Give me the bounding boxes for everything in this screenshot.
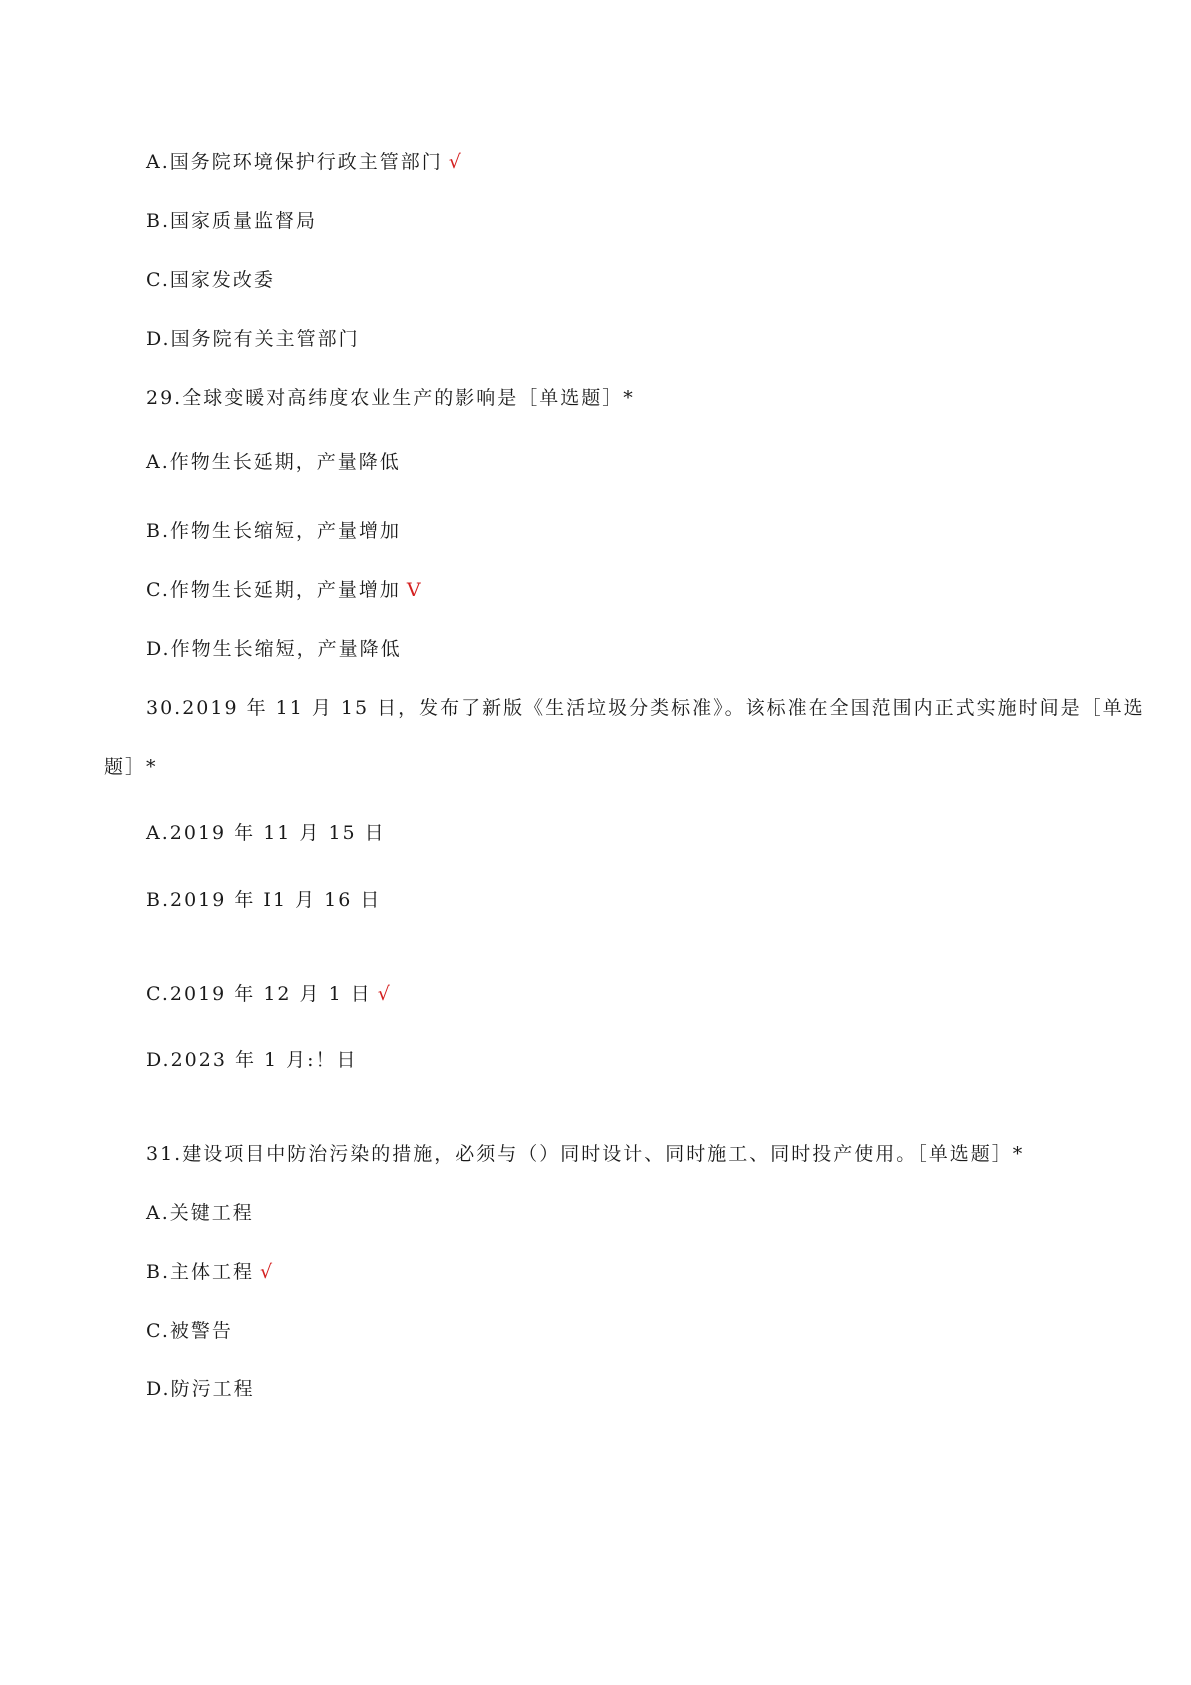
option-text: D.作物生长缩短，产量降低 [146,638,402,660]
option-text: B.作物生长缩短，产量增加 [146,520,402,542]
q29-option-d[interactable] [146,637,402,661]
q28-option-c[interactable] [146,268,275,292]
option-text: B.国家质量监督局 [146,210,318,232]
q30-question-line1: 30.2019 年 11 月 15 日，发布了新版《生活垃圾分类标准》。该标准在全国范围内正式实施时间是［单选 [146,697,1145,719]
q28-option-d[interactable] [146,327,360,351]
q31-option-b[interactable] [146,1260,274,1284]
q29-question: 29.全球变暖对高纬度农业生产的影响是［单选题］* [146,387,635,409]
q31-option-c[interactable] [146,1319,233,1343]
correct-mark: √ [260,1261,275,1283]
option-text: D.2023 年 1 月:！日 [146,1049,358,1071]
option-text: C.国家发改委 [146,269,275,291]
correct-mark: √ [377,983,392,1005]
q31-option-d[interactable] [146,1377,255,1401]
option-text: D.国务院有关主管部门 [146,328,360,350]
q30-option-c[interactable] [146,982,392,1006]
q29-option-c[interactable] [146,578,423,602]
correct-mark: √ [448,151,463,173]
q30-question-line2: 题］* [104,756,158,778]
q30-option-d[interactable] [146,1048,358,1072]
option-text: B.主体工程 [146,1261,255,1283]
q30-option-a[interactable] [146,821,386,845]
q30-option-b[interactable] [146,888,381,912]
option-text: A.作物生长延期，产量降低 [146,451,401,473]
option-text: D.防污工程 [146,1378,255,1400]
q29-option-b[interactable] [146,519,401,543]
option-text: C.作物生长延期，产量增加 [146,579,401,601]
q28-option-a[interactable] [146,150,463,174]
q28-option-b[interactable] [146,209,317,233]
option-text: A.2019 年 11 月 15 日 [146,822,386,844]
q31-option-a[interactable] [146,1201,254,1225]
q31-question: 31.建设项目中防治污染的措施，必须与（）同时设计、同时施工、同时投产使用。［单选题］* [146,1143,1025,1165]
option-text: C.2019 年 12 月 1 日 [146,983,372,1005]
q29-option-a[interactable] [146,450,401,474]
option-text: C.被警告 [146,1320,233,1342]
option-text: B.2019 年 I1 月 16 日 [146,889,382,911]
option-text: A.关键工程 [146,1202,254,1224]
correct-mark: V [406,579,423,601]
option-text: A.国务院环境保护行政主管部门 [146,151,443,173]
